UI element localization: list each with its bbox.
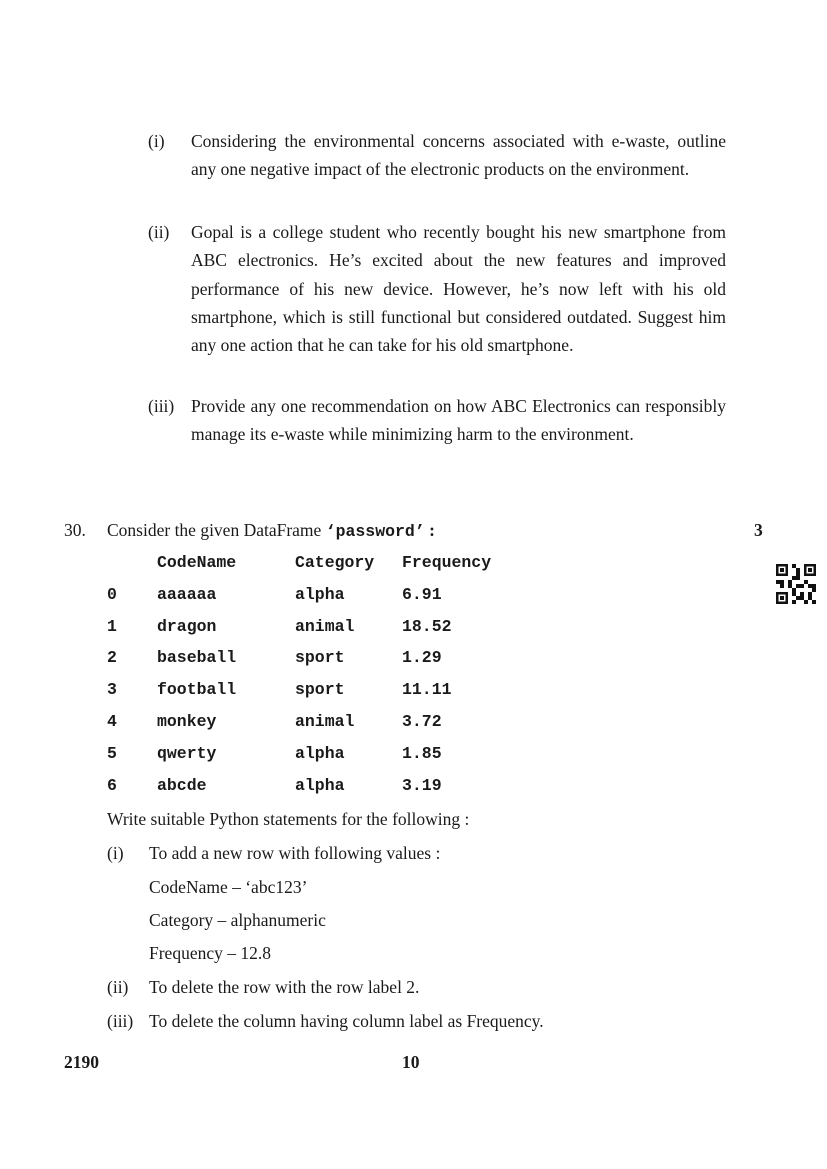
sub-text: To delete the row with the row label 2. bbox=[149, 977, 420, 997]
cell-frequency: 18.52 bbox=[402, 617, 452, 636]
row-index: 1 bbox=[107, 617, 117, 636]
instruction: Write suitable Python statements for the following : bbox=[107, 809, 470, 829]
cell-category: alpha bbox=[295, 585, 345, 604]
cell-category: alpha bbox=[295, 744, 345, 763]
marks: 3 bbox=[754, 520, 763, 540]
cell-frequency: 6.91 bbox=[402, 585, 442, 604]
row-index: 6 bbox=[107, 776, 117, 795]
value-category: Category – alphanumeric bbox=[149, 910, 326, 930]
cell-codename: monkey bbox=[157, 712, 217, 731]
cell-frequency: 3.19 bbox=[402, 776, 442, 795]
qr-code-icon bbox=[776, 564, 816, 604]
sub-number: (i) bbox=[107, 843, 124, 863]
page-number: 10 bbox=[402, 1052, 420, 1072]
sub-text: To delete the column having column label as Frequency. bbox=[149, 1011, 544, 1031]
row-index: 0 bbox=[107, 585, 117, 604]
cell-category: alpha bbox=[295, 776, 345, 795]
cell-codename: qwerty bbox=[157, 744, 217, 763]
item-text: Gopal is a college student who recently bought his new smartphone from ABC electronics. He’s excited about the new features and improved performance of his new device. However, he’s now left with his old smartphone, which is still functional but considered outdated. Suggest him any one action that he can take for his old smartphone. bbox=[191, 222, 726, 356]
cell-codename: football bbox=[157, 680, 237, 699]
item-number: (iii) bbox=[148, 396, 175, 416]
cell-codename: dragon bbox=[157, 617, 217, 636]
question-number: 30. bbox=[64, 520, 86, 540]
sub-text: To add a new row with following values : bbox=[149, 843, 441, 863]
cell-category: sport bbox=[295, 648, 345, 667]
sub-number: (iii) bbox=[107, 1011, 134, 1031]
intro-text: Consider the given DataFrame bbox=[107, 520, 322, 540]
cell-frequency: 11.11 bbox=[402, 680, 452, 699]
intro-colon: : bbox=[429, 520, 435, 540]
paper-code: 2190 bbox=[64, 1052, 99, 1072]
row-index: 4 bbox=[107, 712, 117, 731]
row-index: 2 bbox=[107, 648, 117, 667]
cell-frequency: 1.85 bbox=[402, 744, 442, 763]
cell-category: animal bbox=[295, 617, 355, 636]
item-text: Provide any one recommendation on how ABC Electronics can responsibly manage its e-waste while minimizing harm to the environment. bbox=[191, 396, 726, 445]
header-frequency: Frequency bbox=[402, 553, 492, 572]
item-number: (i) bbox=[148, 131, 165, 151]
sub-number: (ii) bbox=[107, 977, 129, 997]
question-intro bbox=[107, 520, 435, 541]
row-index: 5 bbox=[107, 744, 117, 763]
cell-codename: baseball bbox=[157, 648, 237, 667]
cell-frequency: 3.72 bbox=[402, 712, 442, 731]
cell-codename: aaaaaa bbox=[157, 585, 217, 604]
row-index: 3 bbox=[107, 680, 117, 699]
item-number: (ii) bbox=[148, 222, 170, 242]
header-category: Category bbox=[295, 553, 375, 572]
header-codename: CodeName bbox=[157, 553, 237, 572]
dataframe-name: ‘password’ bbox=[325, 522, 425, 541]
value-codename: CodeName – ‘abc123’ bbox=[149, 877, 308, 897]
item-text: Considering the environmental concerns associated with e-waste, outline any one negative impact of the electronic products on the environment. bbox=[191, 131, 726, 180]
cell-codename: abcde bbox=[157, 776, 207, 795]
value-frequency: Frequency – 12.8 bbox=[149, 943, 271, 963]
cell-frequency: 1.29 bbox=[402, 648, 442, 667]
cell-category: animal bbox=[295, 712, 355, 731]
cell-category: sport bbox=[295, 680, 345, 699]
